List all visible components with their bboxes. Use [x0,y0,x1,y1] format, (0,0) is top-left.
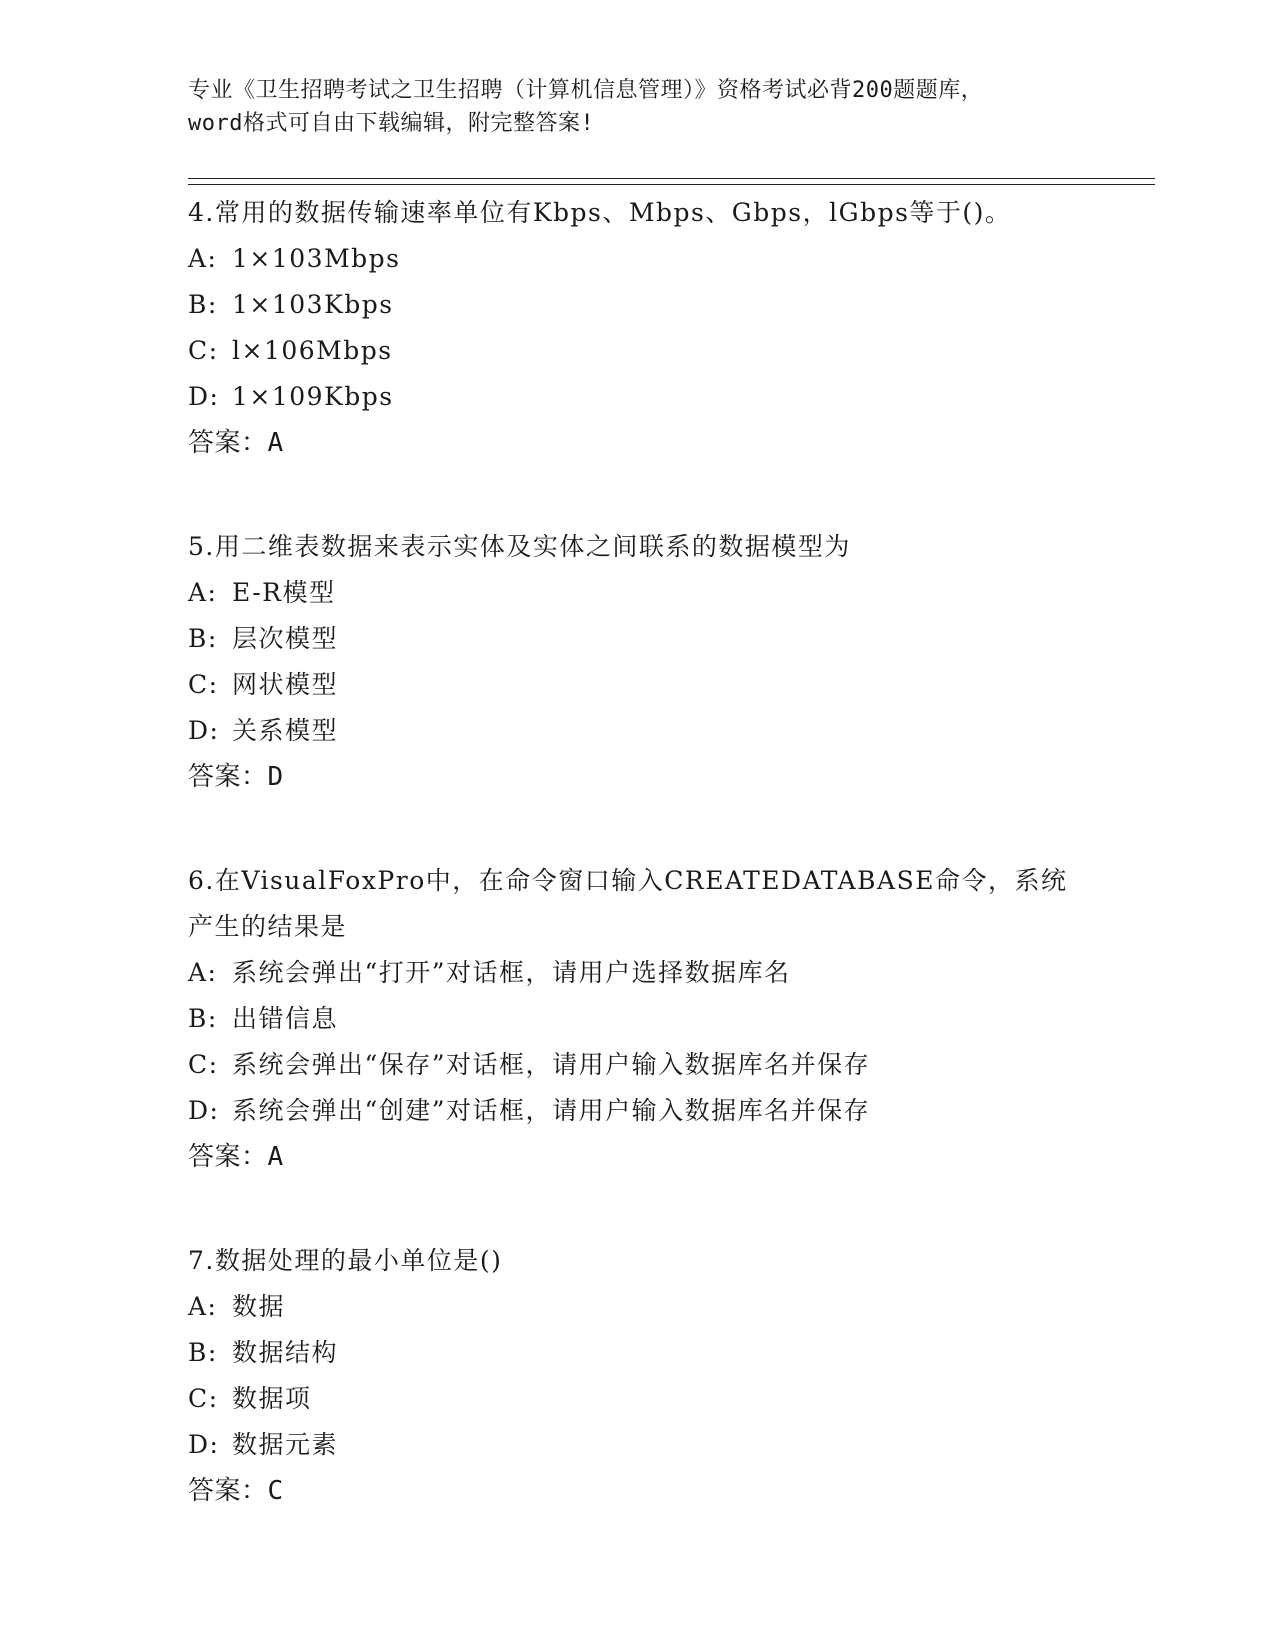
header-line-1: 专业《卫生招聘考试之卫生招聘（计算机信息管理）》资格考试必背200题题库， [188,78,984,103]
option-label: C: [188,670,219,699]
option-text: 数据 [232,1292,286,1321]
question-spacer [188,1180,1128,1238]
option-text: 关系模型 [232,716,339,745]
option-label: A: [188,578,218,607]
option-b [188,616,1128,662]
option-text: 系统会弹出“打开”对话框，请用户选择数据库名 [232,958,791,987]
option-d [188,708,1128,754]
option-text: 出错信息 [232,1004,339,1033]
option-label: A: [188,244,218,273]
option-c [188,662,1128,708]
option-label: B: [188,624,218,653]
header-divider-top [188,178,1155,179]
option-text: 网状模型 [232,670,339,699]
option-text: 数据项 [232,1384,312,1413]
option-text: l×106Mbps [232,336,393,365]
option-label: A: [188,958,218,987]
question-stem: 6.在VisualFoxPro中，在命令窗口输入CREATEDATABASE命令，系统 [188,866,1068,895]
question-7 [188,1238,1128,1514]
header-divider-bottom [188,184,1155,185]
option-label: B: [188,1338,218,1367]
answer: 答案：C [188,1476,284,1506]
option-a [188,1284,1128,1330]
option-d [188,1088,1128,1134]
option-label: D: [188,382,220,411]
option-label: D: [188,1430,220,1459]
option-label: B: [188,1004,218,1033]
option-d [188,374,1128,420]
option-text: 系统会弹出“保存”对话框，请用户输入数据库名并保存 [232,1050,871,1079]
option-a [188,236,1128,282]
option-label: B: [188,290,218,319]
option-label: D: [188,716,220,745]
option-d [188,1422,1128,1468]
question-list [188,190,1128,1514]
question-4 [188,190,1128,466]
option-a [188,570,1128,616]
option-c [188,1042,1128,1088]
question-stem: 5.用二维表数据来表示实体及实体之间联系的数据模型为 [188,532,851,561]
question-stem-continued: 产生的结果是 [188,912,348,941]
option-c [188,328,1128,374]
question-spacer [188,466,1128,524]
option-text: E-R模型 [232,578,336,607]
question-stem: 7.数据处理的最小单位是() [188,1246,503,1275]
option-b [188,282,1128,328]
option-text: 数据元素 [232,1430,339,1459]
option-label: C: [188,1384,219,1413]
answer: 答案：A [188,428,284,458]
option-label: C: [188,1050,219,1079]
option-a [188,950,1128,996]
option-text: 1×103Kbps [232,290,394,319]
question-5 [188,524,1128,800]
header-line-2: word格式可自由下载编辑，附完整答案! [188,111,595,136]
document-header [188,74,1088,140]
question-spacer [188,800,1128,858]
answer: 答案：A [188,1142,284,1172]
option-text: 1×103Mbps [232,244,401,273]
option-text: 系统会弹出“创建”对话框，请用户输入数据库名并保存 [232,1096,871,1125]
option-text: 数据结构 [232,1338,339,1367]
answer: 答案：D [188,762,284,792]
option-text: 层次模型 [232,624,339,653]
option-c [188,1376,1128,1422]
option-b [188,1330,1128,1376]
option-b [188,996,1128,1042]
question-stem: 4.常用的数据传输速率单位有Kbps、Mbps、Gbps，lGbps等于()。 [188,198,1012,227]
option-label: C: [188,336,219,365]
option-label: A: [188,1292,218,1321]
option-label: D: [188,1096,220,1125]
question-6 [188,858,1128,1180]
option-text: 1×109Kbps [232,382,394,411]
